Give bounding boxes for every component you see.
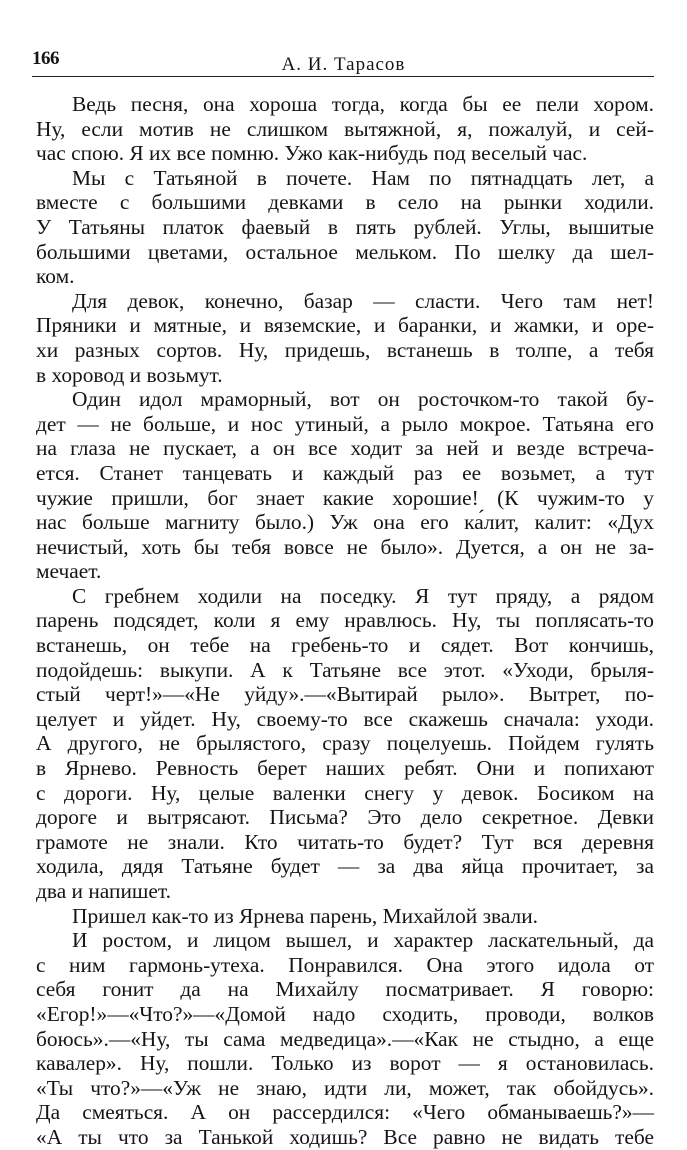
text-line: А другого, не брылястого, сразу поцелуешь. Пойдем гулять — [36, 731, 654, 756]
text-line: в Ярнево. Ревность берет наших ребят. Они и попихают — [36, 756, 654, 781]
text-line: мечает. — [36, 559, 102, 584]
text-line: чужие пришли, бог знает какие хорошие! (К чужим-то у — [36, 485, 654, 510]
text-line: Пряники и мятные, и вяземские, и баранки, и жамки, и оре- — [36, 313, 654, 338]
text-line: подойдешь: выкупи. А к Татьяне все этот. «Уходи, брыля- — [36, 657, 654, 682]
text-line: стый черт!»—«Не уйду».—«Вытирай рыло». Вытрет, по- — [36, 682, 654, 707]
paragraph — [36, 387, 654, 584]
text-line: ком. — [36, 264, 75, 289]
text-line: с ним гармонь-утеха. Понравился. Она этого идола от — [36, 952, 654, 977]
text-line: ходила, дядя Татьяне будет — за два яйца прочитает, за — [36, 854, 654, 879]
text-line: ется. Станет танцевать и каждый раз ее возьмет, а тут — [36, 460, 654, 485]
paragraph — [36, 904, 654, 929]
text-line: вместе с большими девками в село на рынки ходили. — [36, 190, 654, 215]
text-line: Ну, если мотив не слишком вытяжной, я, пожалуй, и сей- — [36, 116, 654, 141]
text-line: грамоте не знали. Кто читать-то будет? Тут вся деревня — [36, 829, 654, 854]
text-line: Пришел как-то из Ярнева парень, Михайлой звали. — [72, 903, 539, 928]
paragraph — [36, 584, 654, 904]
text-line: «Ты что?»—«Уж не знаю, идти ли, может, так обойдусь». — [36, 1075, 654, 1100]
text-line: «А ты что за Танькой ходишь? Все равно не видать тебе — [36, 1124, 654, 1149]
text-line: в хоровод и возьмут. — [36, 362, 223, 387]
text-line: хи разных сортов. Ну, придешь, встанешь в толпе, а тебя — [36, 337, 654, 362]
text-line: У Татьяны платок фаевый в пять рублей. Углы, вышитые — [36, 214, 654, 239]
paragraph — [36, 289, 654, 387]
text-line: с дороги. Ну, целые валенки снегу у девок. Босиком на — [36, 780, 654, 805]
text-line: Ведь песня, она хороша тогда, когда бы ее пели хором. — [72, 92, 654, 116]
body-text — [36, 92, 654, 1150]
text-line: нечистый, хоть бы тебя вовсе не было». Дуется, а он не за- — [36, 534, 654, 559]
text-line: дет — не больше, и нос утиный, а рыло мокрое. Татьяна его — [36, 411, 654, 436]
text-line: Да смеяться. А он рассердился: «Чего обманываешь?»— — [36, 1100, 654, 1125]
text-line: И ростом, и лицом вышел, и характер ласкательный, да — [72, 928, 654, 953]
text-line: «Егор!»—«Что?»—«Домой надо сходить, проводи, волков — [36, 1001, 654, 1026]
paragraph — [36, 928, 654, 1149]
text-line: целует и уйдет. Ну, своему-то все скажешь сначала: уходи. — [36, 706, 654, 731]
text-line: парень подсядет, коли я ему нравлюсь. Ну, ты поплясать-то — [36, 608, 654, 633]
page-number: 166 — [32, 48, 59, 69]
text-line: Мы с Татьяной в почете. Нам по пятнадцать лет, а — [72, 165, 654, 190]
text-line: кавалер». Ну, пошли. Только из ворот — я остановилась. — [36, 1051, 654, 1076]
text-line: дороге и вытрясают. Письма? Это дело секретное. Девки — [36, 805, 654, 830]
text-line: С гребнем ходили на поседку. Я тут пряду, а рядом — [72, 583, 654, 608]
text-line: два и напишет. — [36, 879, 171, 903]
running-title: А. И. Тарасов — [281, 54, 406, 75]
text-line: большими цветами, остальное мельком. По шелку да шел- — [36, 239, 654, 264]
text-line: встанешь, он тебе на гребень-то и сядет. Вот кончишь, — [36, 633, 654, 658]
text-line: час спою. Я их все помню. Ужо как-нибудь под веселый час. — [36, 141, 588, 166]
text-line: Один идол мраморный, вот он росточком-то такой бу- — [72, 387, 654, 412]
text-line: нас больше магниту было.) Уж она его ка́лит, калит: «Дух — [36, 510, 654, 535]
page-header — [0, 44, 687, 80]
paragraph — [36, 92, 654, 166]
text-line: себя гонит да на Михайлу посматривает. Я говорю: — [36, 977, 654, 1002]
text-line: на глаза не пускает, а он все ходит за ней и везде встреча- — [36, 436, 654, 461]
text-line: боюсь».—«Ну, ты сама медведица».—«Как не стыдно, а еще — [36, 1026, 654, 1051]
paragraph — [36, 166, 654, 289]
header-rule — [32, 76, 654, 77]
text-line: Для девок, конечно, базар — сласти. Чего там нет! — [72, 288, 654, 313]
